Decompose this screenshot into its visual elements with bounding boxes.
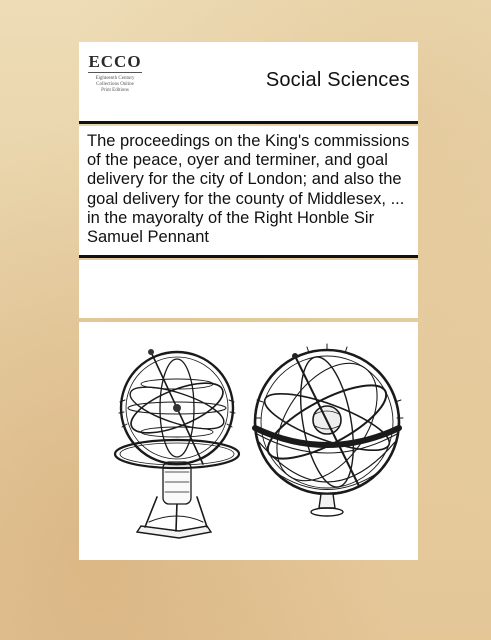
header-panel: [79, 42, 418, 123]
title-panel: [79, 126, 418, 257]
logo-mark: ECCO: [88, 52, 142, 71]
right-armillary-sphere: [255, 344, 403, 516]
series-label: Social Sciences: [265, 69, 410, 91]
logo-line-1: Eighteenth Century: [95, 76, 135, 81]
logo-line-3: Print Editions: [101, 88, 129, 93]
header-rule: [79, 121, 418, 124]
title-rule: [79, 255, 418, 258]
illustration-panel: [79, 322, 418, 560]
left-armillary-sphere: [115, 349, 239, 538]
logo-line-2: Collections Online: [96, 82, 134, 87]
book-title: The proceedings on the King's commissions of the peace, oyer and terminer, and goal delivery for the city of London; and also the goal delivery for the county of Middlesex, ... in the mayoralty of the Right Honble Sir Samuel Pennant: [87, 132, 410, 247]
armillary-spheres-illustration: [79, 322, 418, 560]
ecco-logo: [83, 45, 147, 120]
blank-panel: [79, 260, 418, 318]
logo-divider: [88, 72, 142, 73]
